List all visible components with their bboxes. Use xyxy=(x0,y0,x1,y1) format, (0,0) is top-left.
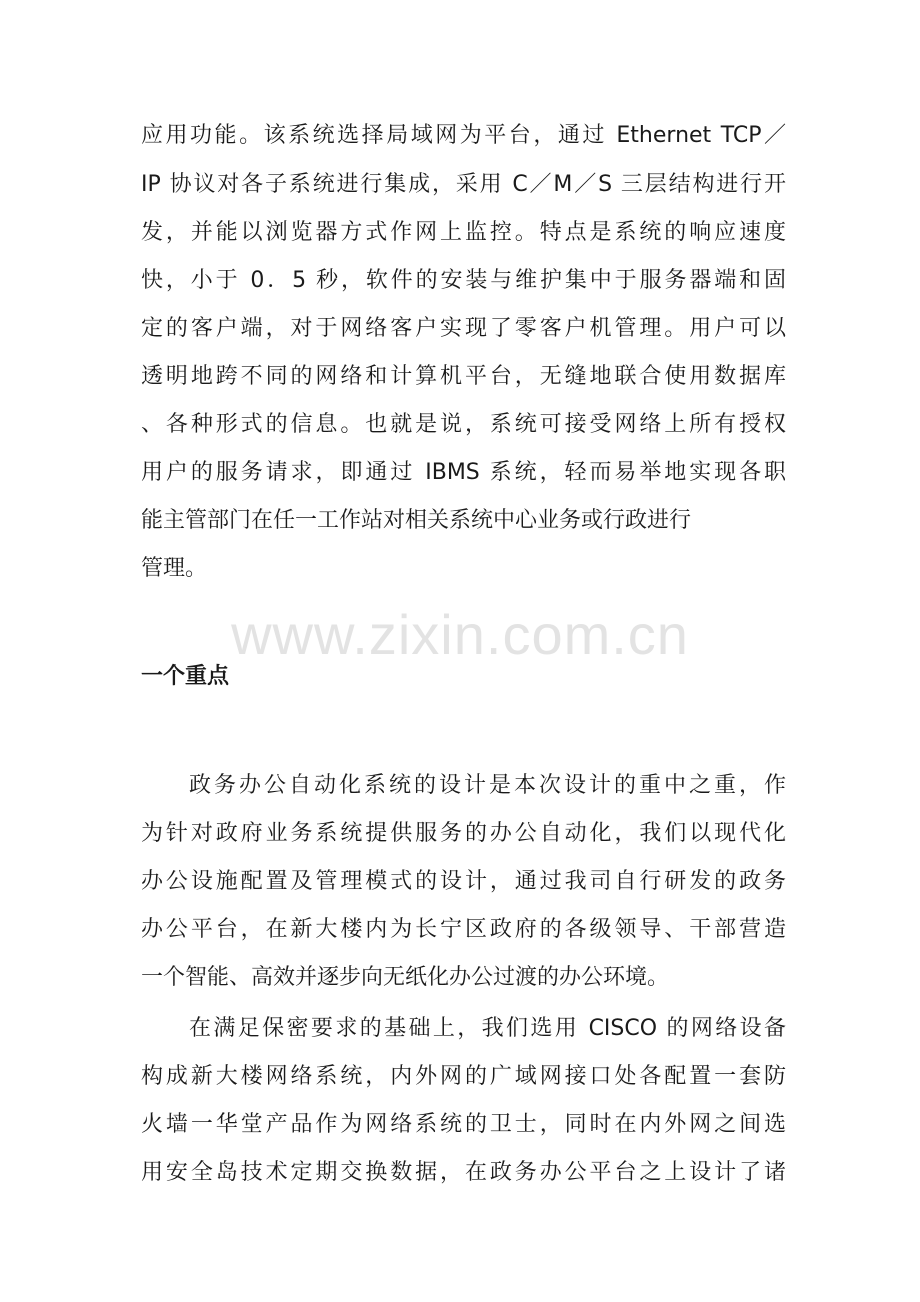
section-heading: 一个重点 xyxy=(141,664,230,689)
text-line: 透明地跨不同的网络和计算机平台，无缝地联合使用数据库 xyxy=(141,364,786,389)
text-line: 火墙一华堂产品作为网络系统的卫士，同时在内外网之间选 xyxy=(141,1112,786,1137)
text-line: 能主管部门在任一工作站对相关系统中心业务或行政进行 xyxy=(141,508,692,533)
text-line: 管理。 xyxy=(141,556,208,581)
text-line: 构成新大楼网络系统，内外网的广域网接口处各配置一套防 xyxy=(141,1064,786,1089)
text-line: 、各种形式的信息。也就是说，系统可接受网络上所有授权 xyxy=(141,412,786,437)
text-line: 用安全岛技术定期交换数据，在政务办公平台之上设计了诸 xyxy=(141,1160,786,1185)
text-line: 用户的服务请求，即通过 IBMS 系统，轻而易举地实现各职 xyxy=(141,460,786,485)
text-line: 定的客户端，对于网络客户实现了零客户机管理。用户可以 xyxy=(141,316,786,341)
text-line: 应用功能。该系统选择局域网为平台，通过 Ethernet TCP／ xyxy=(141,123,786,148)
text-line: 发，并能以浏览器方式作网上监控。特点是系统的响应速度 xyxy=(141,220,786,245)
text-line: 为针对政府业务系统提供服务的办公自动化，我们以现代化 xyxy=(141,821,786,846)
text-line: 办公平台，在新大楼内为长宁区政府的各级领导、干部营造 xyxy=(141,917,786,942)
text-line: IP 协议对各子系统进行集成，采用 C／M／S 三层结构进行开 xyxy=(141,172,786,197)
watermark: www.zixin.com.cn xyxy=(231,603,689,666)
text-line: 政务办公自动化系统的设计是本次设计的重中之重，作 xyxy=(189,773,786,798)
text-line: 在满足保密要求的基础上，我们选用 CISCO 的网络设备 xyxy=(189,1016,786,1041)
text-line: 一个智能、高效并逐步向无纸化办公过渡的办公环境。 xyxy=(141,965,670,990)
text-line: 快，小于 0．5 秒，软件的安装与维护集中于服务器端和固 xyxy=(141,268,786,293)
text-line: 办公设施配置及管理模式的设计，通过我司自行研发的政务 xyxy=(141,869,786,894)
